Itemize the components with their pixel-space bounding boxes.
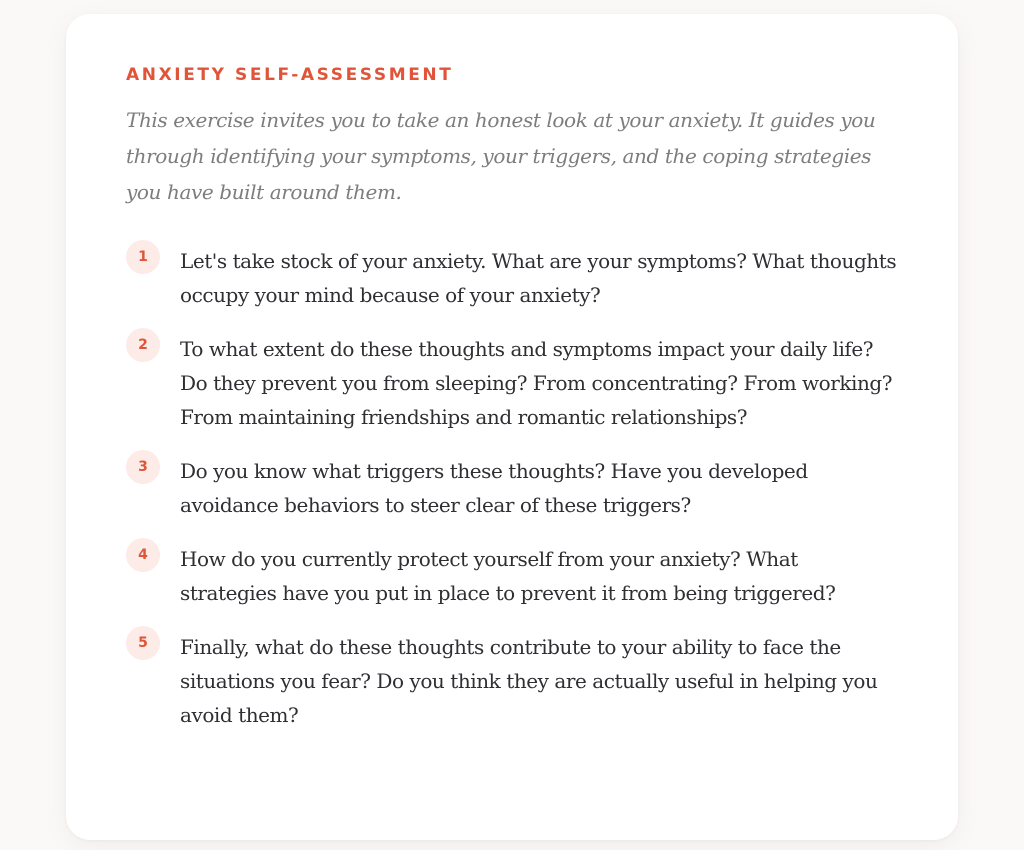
question-item (126, 332, 898, 434)
question-text: How do you currently protect yourself from your anxiety? What strategies have you put in place to prevent it from being triggered? (180, 547, 836, 605)
intro-text: This exercise invites you to take an honest look at your anxiety. It guides you through identifying your symptoms, your triggers, and the coping strategies you have built around them. (126, 108, 876, 204)
section-title: ANXIETY SELF-ASSESSMENT (126, 65, 454, 85)
question-item (126, 542, 898, 610)
question-text: To what extent do these thoughts and symptoms impact your daily life? Do they prevent you from sleeping? From concentrating? From working? From maintaining friendships and romantic relationships? (180, 337, 893, 429)
question-item (126, 454, 898, 522)
question-text: Let's take stock of your anxiety. What are your symptoms? What thoughts occupy your mind because of your anxiety? (180, 249, 897, 307)
question-item (126, 244, 898, 312)
question-item (126, 630, 898, 732)
question-list (126, 244, 898, 732)
question-number-badge: 3 (126, 450, 160, 484)
question-number-badge: 2 (126, 328, 160, 362)
assessment-card (66, 14, 958, 840)
question-number-badge: 4 (126, 538, 160, 572)
question-number-badge: 1 (126, 240, 160, 274)
question-text: Finally, what do these thoughts contribute to your ability to face the situations you fear? Do you think they are actually useful in helping you avoid them? (180, 635, 878, 727)
question-text: Do you know what triggers these thoughts? Have you developed avoidance behaviors to steer clear of these triggers? (180, 459, 808, 517)
question-number-badge: 5 (126, 626, 160, 660)
